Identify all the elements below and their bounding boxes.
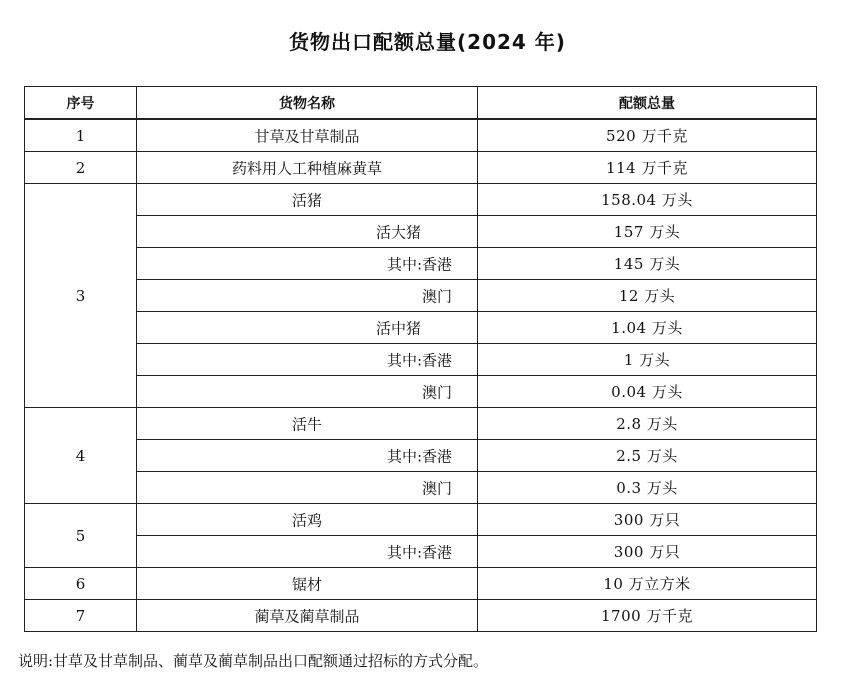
row-no: 6	[25, 568, 137, 600]
goods-name: 活牛	[291, 415, 323, 433]
table-row	[25, 376, 817, 408]
goods-name: 锯材	[291, 575, 323, 593]
table-header-row	[25, 87, 817, 120]
goods-name-cell	[137, 504, 478, 536]
table-row	[25, 600, 817, 632]
goods-name-cell	[137, 440, 478, 472]
goods-name: 蔺草及蔺草制品	[254, 607, 360, 625]
quota-value: 2.5 万头	[478, 440, 817, 472]
page-title: 货物出口配额总量(2024 年)	[289, 30, 566, 54]
goods-name: 活鸡	[291, 511, 323, 529]
goods-name-cell	[137, 408, 478, 440]
table-row	[25, 184, 817, 216]
table-row	[25, 312, 817, 344]
goods-name: 其中:香港	[386, 351, 452, 369]
goods-name: 活猪	[291, 191, 323, 209]
goods-name-cell	[137, 280, 478, 312]
quota-value: 2.8 万头	[478, 408, 817, 440]
quota-value: 0.3 万头	[478, 472, 817, 504]
goods-name: 活大猪	[375, 223, 421, 241]
table-row	[25, 408, 817, 440]
table-row	[25, 280, 817, 312]
goods-name-cell	[137, 248, 478, 280]
goods-name: 其中:香港	[386, 447, 452, 465]
table-row	[25, 472, 817, 504]
quota-value: 1.04 万头	[478, 312, 817, 344]
table-row	[25, 216, 817, 248]
quota-value: 157 万头	[478, 216, 817, 248]
table-row	[25, 152, 817, 184]
table-row	[25, 248, 817, 280]
header-no: 序号	[25, 87, 137, 120]
table-row	[25, 536, 817, 568]
quota-value: 300 万只	[478, 504, 817, 536]
quota-value: 12 万头	[478, 280, 817, 312]
goods-name-cell	[137, 312, 478, 344]
row-no: 2	[25, 152, 137, 184]
footnote: 说明:甘草及甘草制品、蔺草及蔺草制品出口配额通过招标的方式分配。	[18, 652, 489, 670]
goods-name-cell	[137, 376, 478, 408]
goods-name: 甘草及甘草制品	[254, 127, 360, 145]
row-no: 1	[25, 119, 137, 152]
header-goods-name: 货物名称	[137, 87, 478, 120]
row-no: 7	[25, 600, 137, 632]
goods-name-cell	[137, 472, 478, 504]
table-row	[25, 119, 817, 152]
quota-value: 145 万头	[478, 248, 817, 280]
goods-name: 其中:香港	[386, 255, 452, 273]
header-quota-total: 配额总量	[478, 87, 817, 120]
table-row	[25, 440, 817, 472]
quota-value: 520 万千克	[478, 119, 817, 152]
quota-table	[24, 86, 817, 632]
goods-name-cell	[137, 600, 478, 632]
goods-name-cell	[137, 344, 478, 376]
quota-value: 158.04 万头	[478, 184, 817, 216]
goods-name-cell	[137, 216, 478, 248]
goods-name: 活中猪	[375, 319, 421, 337]
row-no: 3	[25, 184, 137, 408]
quota-value: 0.04 万头	[478, 376, 817, 408]
goods-name: 澳门	[421, 383, 452, 401]
goods-name-cell	[137, 184, 478, 216]
goods-name: 其中:香港	[386, 543, 452, 561]
quota-value: 1700 万千克	[478, 600, 817, 632]
goods-name-cell	[137, 536, 478, 568]
quota-value: 10 万立方米	[478, 568, 817, 600]
goods-name-cell	[137, 152, 478, 184]
goods-name-cell	[137, 568, 478, 600]
quota-value: 300 万只	[478, 536, 817, 568]
quota-value: 114 万千克	[478, 152, 817, 184]
goods-name: 药料用人工种植麻黄草	[231, 159, 383, 177]
row-no: 4	[25, 408, 137, 504]
goods-name-cell	[137, 119, 478, 152]
table-row	[25, 568, 817, 600]
quota-value: 1 万头	[478, 344, 817, 376]
goods-name: 澳门	[421, 479, 452, 497]
table-row	[25, 344, 817, 376]
table-row	[25, 504, 817, 536]
goods-name: 澳门	[421, 287, 452, 305]
row-no: 5	[25, 504, 137, 568]
